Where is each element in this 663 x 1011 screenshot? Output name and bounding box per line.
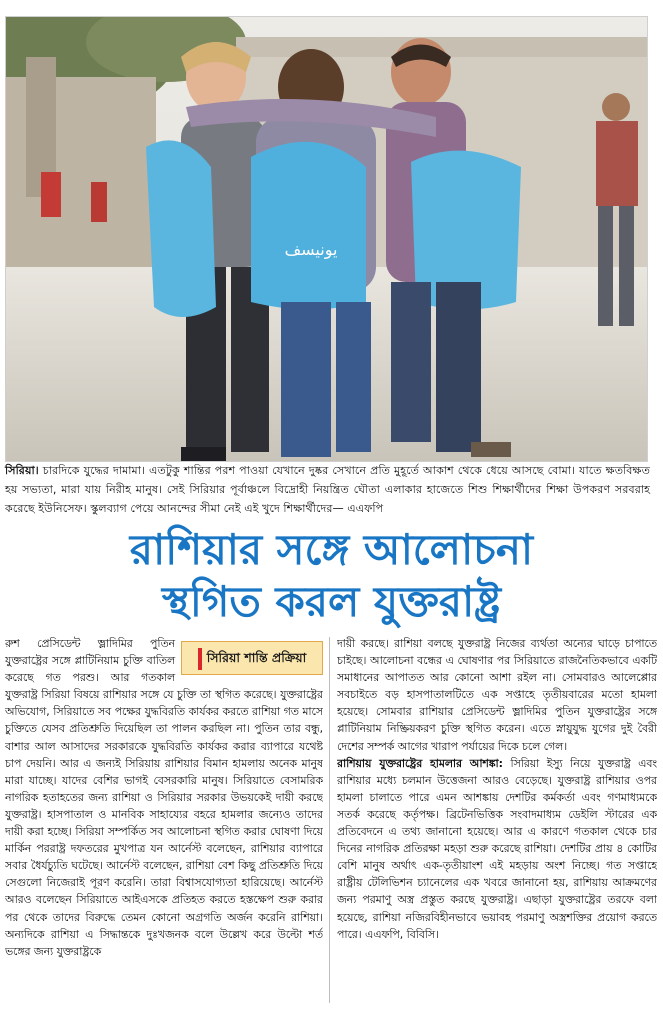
caption-text: চারদিকে যুদ্ধের দামামা। এতটুকু শান্তির পরশ পাওয়া যেখানে দুষ্কর সেখানে প্রতি মুহূর্তে আকাশ থেকে ধেয়ে আসছে বোমা। যাতে ক্ষতবিক্ষত হয় সভ্যতা, মারা যায় নিরীহ মানুষ। সেই সিরিয়ার পূর্বাঞ্চলে বিদ্রোহী নিয়ন্ত্রিত ঘৌতা এলাকার হাজেতে শিশু শিক্ষার্থীদের শিক্ষা উপকরণ সরবরাহ করেছে ইউনিসেফ। স্কুলব্যাগ পেয়ে আনন্দের সীমা নেই এই খুদে শিক্ষার্থীদের— এএফপি [5, 464, 650, 515]
article-paragraph [337, 755, 657, 943]
article-column-right [337, 635, 657, 1005]
headline-line-1: রাশিয়ার সঙ্গে আলোচনা [129, 525, 534, 574]
photo-caption [5, 461, 650, 518]
headline [0, 524, 663, 628]
photo-children-with-unicef-backpacks-icon [6, 17, 647, 461]
article-text-right-2: সিরিয়া ইস্যু নিয়ে যুক্তরাষ্ট্র এবং রাশিয়ার মধ্যে চলমান উত্তেজনা আরও বেড়েছে। যুক্তরাষ্ট্র রাশিয়ার ওপর হামলা চালাতে পারে এমন আশঙ্কায় দেশটির কর্মকর্তা এবং গণমাধ্যমকে সতর্ক করেছে কর্তৃপক্ষ। ব্রিটেনভিত্তিক সংবাদমাধ্যম ডেইলি স্টারের এক প্রতিবেদনে এ তথ্য জানানো হয়েছে। আর এ কারণে গতকাল থেকে চার দিনের নাগরিক প্রতিরক্ষা মহড়া শুরু করেছে রাশিয়া। দেশটির প্রায় ৪ কোটির বেশি মানুষ অর্থাৎ এক-তৃতীয়াংশ এই মহড়ায় অংশ নিচ্ছে। গত সপ্তাহে রাষ্ট্রীয় টেলিভিশন চ্যানেলের এক খবরে জানানো হয়, রাশিয়ায় আক্রমণের জন্য পরমাণু অস্ত্র প্রস্তুত করছে যুক্তরাষ্ট্র। এছাড়া যুক্তরাষ্ট্রের তরফে বলা হয়েছে, রাশিয়া নজিরবিহীনভাবে ভয়াবহ পরমাণু অস্ত্রশক্তির প্রয়োগ করতে পারে। এএফপি, বিবিসি। [337, 756, 657, 941]
bag-label: یونیسف [284, 240, 338, 259]
article-text-left: রুশ প্রেসিডেন্ট ভ্লাদিমির পুতিন যুক্তরাষ্ট্রের সঙ্গে প্লাটিনিয়াম চুক্তি বাতিল করেছে গত পরশু। আর গতকাল যুক্তরাষ্ট্র সিরিয়া বিষয়ে রাশিয়ার সঙ্গে যে চুক্তি তা স্থগিত করেছে। যুক্তরাষ্ট্রের অভিযোগ, সিরিয়াতে সব পক্ষের যুদ্ধবিরতি কার্যকর করতে রাশিয়া গত মাসে চুক্তিতে যেসব প্রতিশ্রুতি দিয়েছিল তা পালন করছিল না। পুতিন তার বন্ধু, বাশার আল আসাদের সরকারকে যুদ্ধবিরতি কার্যকর করার ব্যাপারে যথেষ্ট চাপ দেয়নি। আর এ জন্যই সিরিয়ায় রাশিয়ার বিমান হামলায় অনেক মানুষ মারা যাচ্ছে। যাদের বেশির ভাগই বেসরকারি মানুষ। সিরিয়াতে বেসামরিক নাগরিক হতাহতের জন্য রাশিয়া ও সিরিয়ার সরকার উভয়কেই দায়ী করছে যুক্তরাষ্ট্র। হাসপাতাল ও মানবিক সাহায্যের বহরে হামলার জন্যেও তাদের দায়ী করা হচ্ছে। সিরিয়া সম্পর্কিত সব আলোচনা স্থগিত করার ঘোষণা দিয়ে মার্কিন পররাষ্ট্র দফতরের মুখপাত্র যন আর্নেস্ট বলেছেন, রাশিয়ার ব্যাপারে সবার ধৈর্যচ্যুতি ঘটেছে। আর্নেস্ট বলেছেন, রাশিয়া বেশ কিছু প্রতিশ্রুতি দিয়ে সেগুলো নিজেরাই পূরণ করেনি। তারা বিশ্বাসযোগ্যতা হারিয়েছে। আর্নেস্ট আরও বলেছেন সিরিয়াতে আইএসকে প্রতিহত করতে হস্তক্ষেপ শুরু করার পর থেকে তাদের বিরুদ্ধে তেমন কোনো অগ্রগতি অর্জন করেনি রাশিয়া। অন্যদিকে রাশিয়া এ সিদ্ধান্তকে দুঃখজনক বলে উল্লেখ করে উল্টো শর্ত ভঙ্গের জন্য যুক্তরাষ্ট্রকে [5, 637, 323, 958]
section-label-box [181, 641, 323, 675]
article-paragraph [337, 635, 657, 755]
column-divider [329, 637, 330, 1003]
headline-line-2: স্থগিত করল যুক্তরাষ্ট্র [162, 577, 501, 626]
subheading: রাশিয়ায় যুক্তরাষ্ট্রের হামলার আশঙ্কা: [337, 756, 503, 770]
article-column-left [5, 635, 323, 1005]
news-photo [5, 16, 648, 462]
accent-bar [198, 648, 202, 670]
section-label: সিরিয়া শান্তি প্রক্রিয়া [206, 650, 307, 665]
caption-lead: সিরিয়া। [5, 464, 39, 477]
article-text-right-1: দায়ী করছে। রাশিয়া বলছে যুক্তরাষ্ট্র নিজের ব্যর্থতা অন্যের ঘাড়ে চাপাতে চাইছে। আলোচনা বন্ধের এ ঘোষণার পর সিরিয়াতে রাজনৈতিকভাবে একটি সমাধানের আপাতত আর কোনো আশা রইল না। সোমবারও আলেপ্পোর সবচাইতে বড় হাসপাতালটিতে এক সপ্তাহে তৃতীয়বারের মতো হামলা হয়েছে। সোমবার রাশিয়ার প্রেসিডেন্ট ভ্লাদিমির পুতিন যুক্তরাষ্ট্রের সঙ্গে প্লাটিনিয়াম নিষ্ক্রিয়করণ চুক্তি স্থগিত করেন। এতে স্নায়ুযুদ্ধ যুগের দুই বৈরী দেশের সম্পর্ক আগের খারাপ পর্যায়ের দিকে চলে গেল। [337, 637, 657, 753]
article-paragraph [5, 635, 323, 960]
